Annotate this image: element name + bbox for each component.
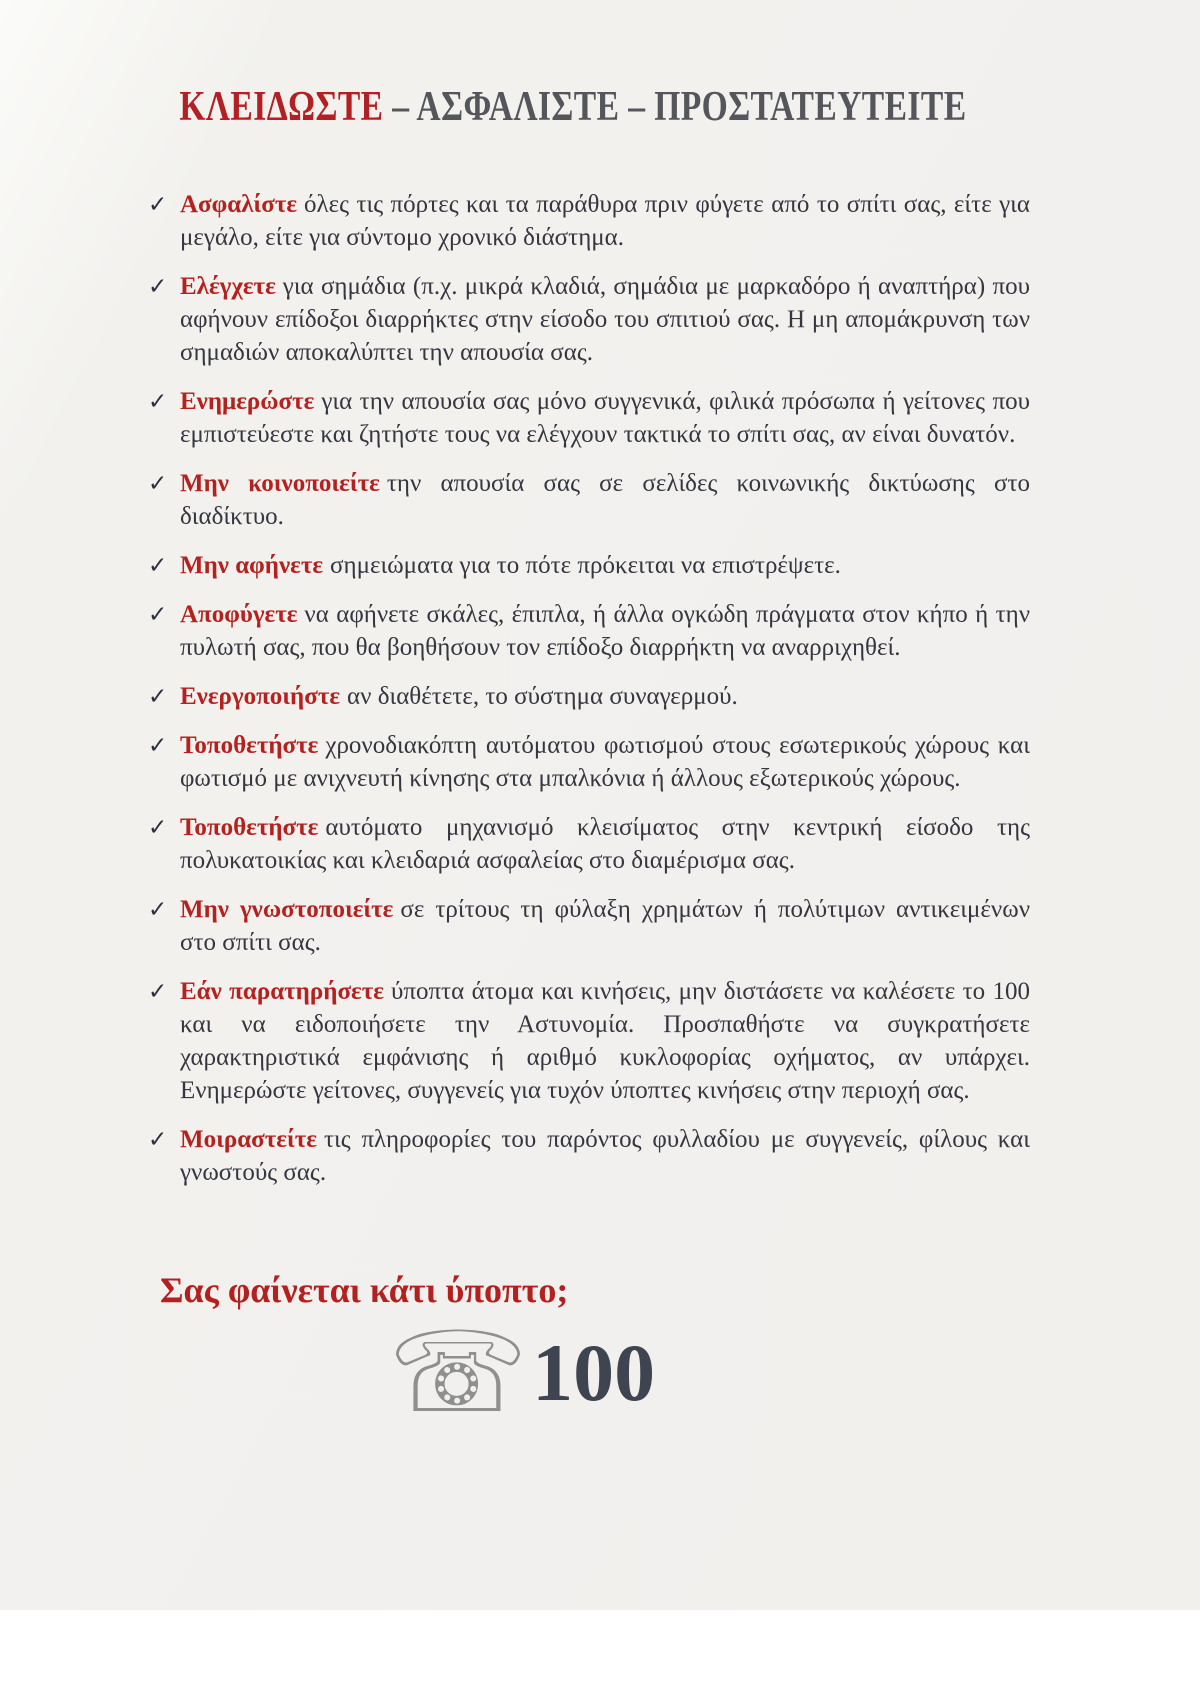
item-text: την απουσία σας σε σελίδες κοινωνικής δικτύωσης στο διαδίκτυο.: [180, 470, 1030, 531]
emergency-call-row: [388, 1308, 1200, 1439]
checkmark-icon: ✓: [148, 274, 168, 301]
security-checklist: [148, 188, 1030, 1189]
item-text: για σημάδια (π.χ. μικρά κλαδιά, σημάδια με μαρκαδόρο ή αναπτήρα) που αφήνουν επίδοξοι διαρρήκτες στην είσοδο του σπιτιού σας. Η μη απομάκρυνση των σημαδιών αποκαλύπτει την απουσία σας.: [180, 273, 1030, 367]
checklist-item: [148, 680, 1030, 713]
checklist-item: [148, 811, 1030, 877]
item-lead: Μην αφήνετε: [180, 552, 324, 580]
item-lead: Αποφύγετε: [180, 601, 298, 629]
item-lead: Μην γνωστοποιείτε: [180, 896, 394, 924]
checkmark-icon: ✓: [148, 815, 168, 842]
item-lead: Μοιραστείτε: [180, 1126, 317, 1154]
checklist-item: [148, 270, 1030, 369]
item-lead: Εάν παρατηρήσετε: [180, 978, 384, 1006]
item-text: για την απουσία σας μόνο συγγενικά, φιλικά πρόσωπα ή γείτονες που εμπιστεύεστε και ζητήστε τους να ελέγχουν τακτικά το σπίτι σας, αν είναι δυνατόν.: [180, 388, 1030, 449]
item-text: όλες τις πόρτες και τα παράθυρα πριν φύγετε από το σπίτι σας, είτε για μεγάλο, είτε για σύντομο χρονικό διάστημα.: [180, 191, 1030, 252]
item-text: σημειώματα για το πότε πρόκειται να επιστρέψετε.: [330, 552, 841, 580]
title-rest-text: – ΑΣΦΑΛΙΣΤΕ – ΠΡΟΣΤΑΤΕΥΤΕΙΤΕ: [383, 84, 967, 130]
police-emergency-number: 100: [532, 1327, 656, 1419]
checkmark-icon: ✓: [148, 979, 168, 1006]
item-lead: Ενημερώστε: [180, 388, 315, 416]
checkmark-icon: ✓: [148, 192, 168, 219]
checklist-item: [148, 729, 1030, 795]
item-text: αν διαθέτετε, το σύστημα συναγερμού.: [347, 683, 738, 711]
checklist-item: [148, 385, 1030, 451]
checkmark-icon: ✓: [148, 553, 168, 580]
item-text: σε τρίτους τη φύλαξη χρημάτων ή πολύτιμων αντικειμένων στο σπίτι σας.: [180, 896, 1030, 957]
item-lead: Τοποθετήστε: [180, 732, 319, 760]
checklist-item: [148, 975, 1030, 1107]
checkmark-icon: ✓: [148, 1127, 168, 1154]
item-text: χρονοδιακόπτη αυτόματου φωτισμού στους εσωτερικούς χώρους και φωτισμό με ανιχνευτή κίνησης στα μπαλκόνια ή άλλους εξωτερικούς χώρους.: [180, 732, 1030, 793]
checklist-item: [148, 549, 1030, 582]
telephone-icon: ☏: [388, 1308, 529, 1439]
item-text: ύποπτα άτομα και κινήσεις, μην διστάσετε να καλέσετε το 100 και να ειδοποιήσετε την Αστυνομία. Προσπαθήστε να συγκρατήσετε χαρακτηριστικά εμφάνισης ή αριθμό κυκλοφορίας οχήματος, αν υπάρχει. Ενημερώστε γείτονες, συγγενείς για τυχόν ύποπτες κινήσεις στην περιοχή σας.: [180, 978, 1030, 1105]
item-lead: Μην κοινοποιείτε: [180, 470, 380, 498]
title-lead-word: ΚΛΕΙΔΩΣΤΕ: [179, 84, 384, 130]
checkmark-icon: ✓: [148, 733, 168, 760]
checkmark-icon: ✓: [148, 897, 168, 924]
item-text: αυτόματο μηχανισμό κλεισίματος στην κεντρική είσοδο της πολυκατοικίας και κλειδαριά ασφαλείας στο διαμέρισμα σας.: [180, 814, 1030, 875]
checklist-item: [148, 188, 1030, 254]
checklist-item: [148, 467, 1030, 533]
suspicious-question: Σας φαίνεται κάτι ύποπτο;: [160, 1270, 569, 1311]
page-title: [0, 84, 1146, 130]
checkmark-icon: ✓: [148, 471, 168, 498]
checkmark-icon: ✓: [148, 602, 168, 629]
item-lead: Ενεργοποιήστε: [180, 683, 341, 711]
item-text: τις πληροφορίες του παρόντος φυλλαδίου με συγγενείς, φίλους και γνωστούς σας.: [180, 1126, 1030, 1187]
checkmark-icon: ✓: [148, 684, 168, 711]
checklist-item: [148, 1123, 1030, 1189]
item-text: να αφήνετε σκάλες, έπιπλα, ή άλλα ογκώδη πράγματα στον κήπο ή την πυλωτή σας, που θα βοηθήσουν τον επίδοξο διαρρήκτη να αναρριχηθεί.: [180, 601, 1030, 662]
checklist-item: [148, 893, 1030, 959]
item-lead: Τοποθετήστε: [180, 814, 319, 842]
item-lead: Ελέγχετε: [180, 273, 276, 301]
item-lead: Ασφαλίστε: [180, 191, 298, 219]
checkmark-icon: ✓: [148, 389, 168, 416]
checklist-item: [148, 598, 1030, 664]
page-title-text: [179, 84, 966, 130]
